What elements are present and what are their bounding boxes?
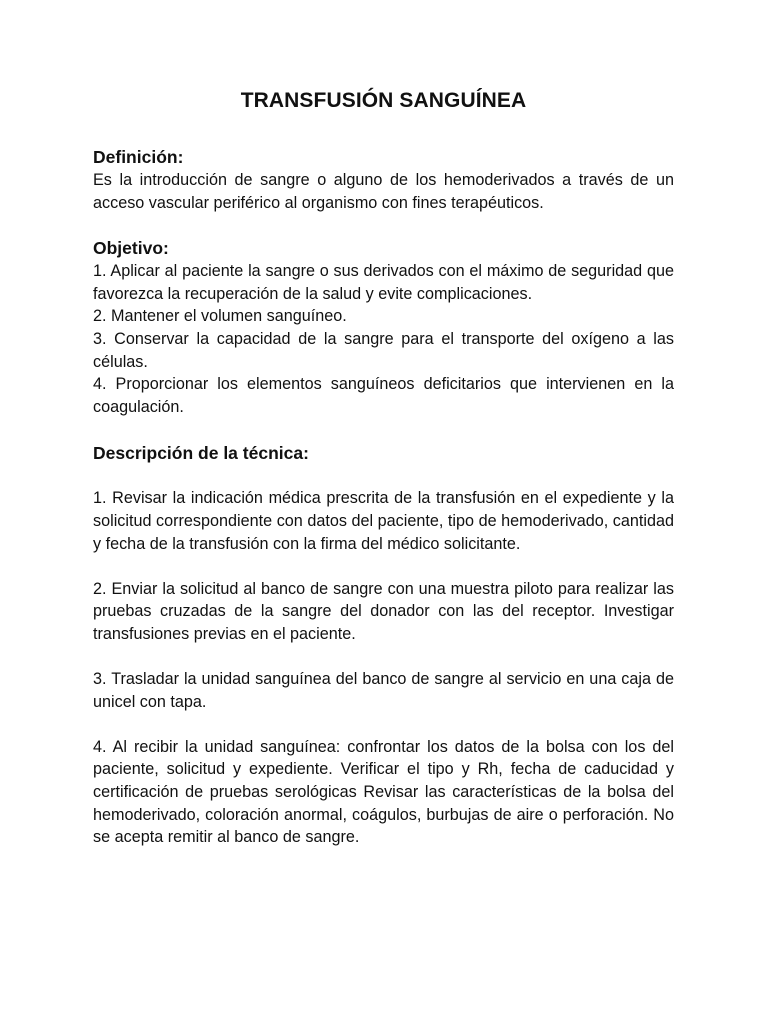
objective-item: 4. Proporcionar los elementos sanguíneos deficitarios que intervienen en la coagulación. (93, 375, 674, 416)
objective-section (93, 237, 674, 418)
technique-step: 2. Enviar la solicitud al banco de sangre con una muestra piloto para realizar las pruebas cruzadas de la sangre del donador con las del receptor. Investigar transfusiones previas en el paciente. (93, 579, 674, 643)
objective-item: 3. Conservar la capacidad de la sangre para el transporte del oxígeno a las células. (93, 329, 674, 371)
objective-item: 2. Mantener el volumen sanguíneo. (93, 307, 347, 326)
definition-heading: Definición: (93, 147, 184, 167)
technique-section (93, 442, 674, 849)
technique-step: 4. Al recibir la unidad sanguínea: confrontar los datos de la bolsa con los del paciente, solicitud y expediente. Verificar el tipo y Rh, fecha de caducidad y certificación de pruebas serológicas Revisar las características de la bolsa del hemoderivado, coloración anormal, coágulos, burbujas de aire o perforación. No se acepta remitir al banco de sangre. (93, 737, 674, 847)
document-content (93, 86, 674, 871)
technique-steps (93, 487, 674, 849)
technique-step: 1. Revisar la indicación médica prescrita de la transfusión en el expediente y la solicitud correspondiente con datos del paciente, tipo de hemoderivado, cantidad y fecha de la transfusión con la firma del médico solicitante. (93, 489, 674, 553)
definition-text: Es la introducción de sangre o alguno de los hemoderivados a través de un acceso vascular periférico al organismo con fines terapéuticos. (93, 171, 674, 212)
definition-section (93, 146, 674, 214)
technique-heading: Descripción de la técnica: (93, 443, 309, 464)
document-title: TRANSFUSIÓN SANGUÍNEA (240, 89, 527, 112)
objective-heading: Objetivo: (93, 238, 169, 259)
objective-item: 1. Aplicar al paciente la sangre o sus derivados con el máximo de seguridad que favorezca la recuperación de la salud y evite complicaciones. (93, 262, 674, 303)
technique-step: 3. Trasladar la unidad sanguínea del banco de sangre al servicio en una caja de unicel con tapa. (93, 670, 674, 711)
